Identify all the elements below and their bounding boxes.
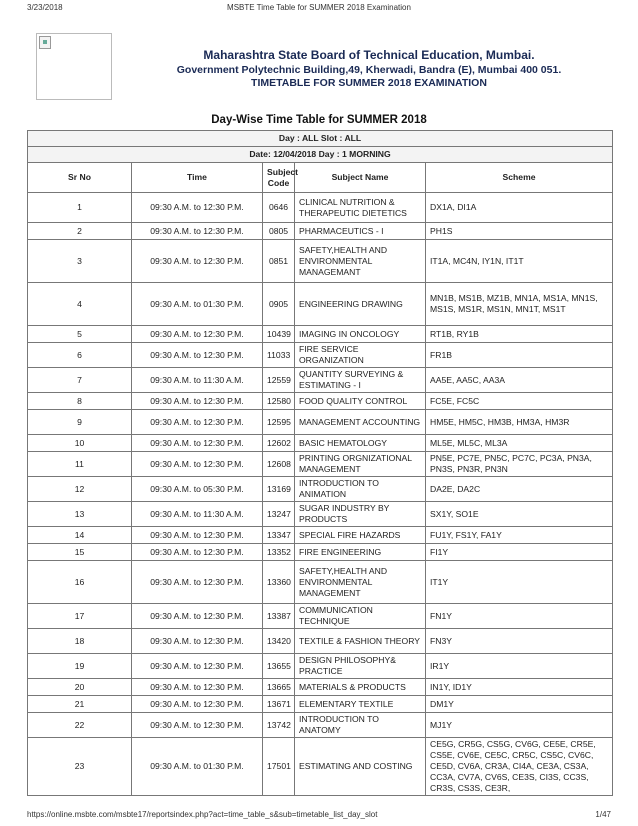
day-slot-label: Day : ALL Slot : ALL — [28, 131, 613, 147]
col-sr-no: Sr No — [28, 163, 132, 193]
cell-subject-name: SUGAR INDUSTRY BY PRODUCTS — [295, 502, 426, 527]
cell-sr-no: 14 — [28, 527, 132, 544]
cell-scheme: SX1Y, SO1E — [426, 502, 613, 527]
cell-subject-code: 13742 — [263, 713, 295, 738]
cell-subject-code: 13352 — [263, 544, 295, 561]
print-date: 3/23/2018 — [27, 3, 63, 12]
cell-scheme: IN1Y, ID1Y — [426, 679, 613, 696]
day-wise-title: Day-Wise Time Table for SUMMER 2018 — [211, 114, 427, 126]
cell-time: 09:30 A.M. to 12:30 P.M. — [132, 713, 263, 738]
col-subject-code: Subject Code — [263, 163, 295, 193]
cell-scheme: HM5E, HM5C, HM3B, HM3A, HM3R — [426, 410, 613, 435]
cell-subject-code: 0805 — [263, 223, 295, 240]
cell-time: 09:30 A.M. to 12:30 P.M. — [132, 326, 263, 343]
cell-scheme: DM1Y — [426, 696, 613, 713]
cell-subject-name: QUANTITY SURVEYING & ESTIMATING - I — [295, 368, 426, 393]
cell-subject-name: BASIC HEMATOLOGY — [295, 435, 426, 452]
cell-subject-name: SAFETY,HEALTH AND ENVIRONMENTAL MANAGEMANT — [295, 240, 426, 283]
print-title: MSBTE Time Table for SUMMER 2018 Examination — [227, 3, 411, 12]
cell-sr-no: 17 — [28, 604, 132, 629]
cell-sr-no: 16 — [28, 561, 132, 604]
cell-subject-name: ENGINEERING DRAWING — [295, 283, 426, 326]
cell-time: 09:30 A.M. to 12:30 P.M. — [132, 240, 263, 283]
cell-scheme: FN1Y — [426, 604, 613, 629]
cell-subject-name: INTRODUCTION TO ANATOMY — [295, 713, 426, 738]
cell-time: 09:30 A.M. to 11:30 A.M. — [132, 502, 263, 527]
cell-scheme: IT1Y — [426, 561, 613, 604]
logo-image — [36, 33, 112, 100]
cell-subject-name: FOOD QUALITY CONTROL — [295, 393, 426, 410]
cell-sr-no: 13 — [28, 502, 132, 527]
table-row — [28, 452, 613, 477]
cell-time: 09:30 A.M. to 11:30 A.M. — [132, 368, 263, 393]
cell-subject-code: 17501 — [263, 738, 295, 796]
org-header — [120, 48, 618, 89]
cell-subject-code: 0905 — [263, 283, 295, 326]
cell-time: 09:30 A.M. to 12:30 P.M. — [132, 654, 263, 679]
cell-scheme: DA2E, DA2C — [426, 477, 613, 502]
cell-time: 09:30 A.M. to 05:30 P.M. — [132, 477, 263, 502]
cell-subject-name: SPECIAL FIRE HAZARDS — [295, 527, 426, 544]
table-row — [28, 223, 613, 240]
print-url: https://online.msbte.com/msbte17/reportsindex.php?act=time_table_s&sub=timetable_list_day_slot — [27, 810, 378, 819]
cell-time: 09:30 A.M. to 12:30 P.M. — [132, 561, 263, 604]
cell-sr-no: 4 — [28, 283, 132, 326]
timetable-table — [27, 130, 613, 796]
cell-time: 09:30 A.M. to 12:30 P.M. — [132, 435, 263, 452]
cell-scheme: IT1A, MC4N, IY1N, IT1T — [426, 240, 613, 283]
table-header-row — [28, 163, 613, 193]
print-header — [27, 3, 611, 15]
cell-subject-code: 12580 — [263, 393, 295, 410]
cell-time: 09:30 A.M. to 12:30 P.M. — [132, 544, 263, 561]
broken-image-icon — [39, 36, 51, 49]
table-row — [28, 477, 613, 502]
banner-day-slot — [28, 131, 613, 147]
table-row — [28, 368, 613, 393]
board-name: Maharashtra State Board of Technical Education, Mumbai. — [203, 48, 535, 62]
board-address: Government Polytechnic Building,49, Kherwadi, Bandra (E), Mumbai 400 051. — [176, 64, 562, 76]
cell-subject-name: CLINICAL NUTRITION & THERAPEUTIC DIETETICS — [295, 193, 426, 223]
cell-subject-name: ESTIMATING AND COSTING — [295, 738, 426, 796]
cell-subject-code: 11033 — [263, 343, 295, 368]
cell-sr-no: 15 — [28, 544, 132, 561]
table-row — [28, 679, 613, 696]
cell-subject-code: 13247 — [263, 502, 295, 527]
cell-subject-name: MANAGEMENT ACCOUNTING — [295, 410, 426, 435]
cell-subject-name: ELEMENTARY TEXTILE — [295, 696, 426, 713]
cell-subject-name: FIRE SERVICE ORGANIZATION — [295, 343, 426, 368]
cell-subject-code: 13420 — [263, 629, 295, 654]
cell-sr-no: 6 — [28, 343, 132, 368]
table-row — [28, 343, 613, 368]
table-row — [28, 393, 613, 410]
cell-time: 09:30 A.M. to 12:30 P.M. — [132, 696, 263, 713]
cell-scheme: FU1Y, FS1Y, FA1Y — [426, 527, 613, 544]
cell-scheme: FC5E, FC5C — [426, 393, 613, 410]
table-row — [28, 629, 613, 654]
table-row — [28, 738, 613, 796]
cell-sr-no: 11 — [28, 452, 132, 477]
col-subject-name: Subject Name — [295, 163, 426, 193]
cell-scheme: IR1Y — [426, 654, 613, 679]
cell-sr-no: 19 — [28, 654, 132, 679]
cell-scheme: PH1S — [426, 223, 613, 240]
cell-sr-no: 3 — [28, 240, 132, 283]
date-label: Date: 12/04/2018 Day : 1 MORNING — [28, 147, 613, 163]
table-row — [28, 654, 613, 679]
cell-time: 09:30 A.M. to 12:30 P.M. — [132, 193, 263, 223]
cell-subject-code: 13671 — [263, 696, 295, 713]
cell-scheme: CE5G, CR5G, CS5G, CV6G, CE5E, CR5E, CS5E, CV6E, CE5C, CR5C, CS5C, CV6C, CE5D, CV6A, CR3A, CI4A, CE3A, CS3A, CC3A, CV7A, CV6S, CE3S, CI3S, CC3S, CR3S, CS3S, CE3R, — [426, 738, 613, 796]
cell-scheme: FR1B — [426, 343, 613, 368]
table-row — [28, 435, 613, 452]
cell-subject-code: 0646 — [263, 193, 295, 223]
cell-time: 09:30 A.M. to 12:30 P.M. — [132, 452, 263, 477]
table-row — [28, 527, 613, 544]
cell-scheme: MN1B, MS1B, MZ1B, MN1A, MS1A, MN1S, MS1S, MS1R, MS1N, MN1T, MS1T — [426, 283, 613, 326]
table-row — [28, 326, 613, 343]
cell-sr-no: 1 — [28, 193, 132, 223]
cell-subject-name: DESIGN PHILOSOPHY& PRACTICE — [295, 654, 426, 679]
cell-scheme: PN5E, PC7E, PN5C, PC7C, PC3A, PN3A, PN3S, PN3R, PN3N — [426, 452, 613, 477]
table-row — [28, 502, 613, 527]
table-row — [28, 240, 613, 283]
cell-sr-no: 20 — [28, 679, 132, 696]
cell-sr-no: 10 — [28, 435, 132, 452]
cell-sr-no: 18 — [28, 629, 132, 654]
cell-subject-code: 12608 — [263, 452, 295, 477]
cell-scheme: AA5E, AA5C, AA3A — [426, 368, 613, 393]
page-number: 1/47 — [595, 810, 611, 819]
cell-subject-name: IMAGING IN ONCOLOGY — [295, 326, 426, 343]
cell-time: 09:30 A.M. to 12:30 P.M. — [132, 393, 263, 410]
cell-sr-no: 5 — [28, 326, 132, 343]
cell-subject-code: 0851 — [263, 240, 295, 283]
cell-time: 09:30 A.M. to 12:30 P.M. — [132, 604, 263, 629]
cell-time: 09:30 A.M. to 12:30 P.M. — [132, 527, 263, 544]
cell-subject-name: INTRODUCTION TO ANIMATION — [295, 477, 426, 502]
cell-subject-name: COMMUNICATION TECHNIQUE — [295, 604, 426, 629]
cell-time: 09:30 A.M. to 01:30 P.M. — [132, 738, 263, 796]
cell-scheme: RT1B, RY1B — [426, 326, 613, 343]
cell-subject-code: 13655 — [263, 654, 295, 679]
cell-scheme: DX1A, DI1A — [426, 193, 613, 223]
cell-subject-name: TEXTILE & FASHION THEORY — [295, 629, 426, 654]
banner-date — [28, 147, 613, 163]
table-row — [28, 410, 613, 435]
cell-subject-code: 13169 — [263, 477, 295, 502]
cell-sr-no: 12 — [28, 477, 132, 502]
cell-time: 09:30 A.M. to 12:30 P.M. — [132, 679, 263, 696]
cell-subject-name: FIRE ENGINEERING — [295, 544, 426, 561]
cell-subject-code: 13387 — [263, 604, 295, 629]
cell-scheme: FI1Y — [426, 544, 613, 561]
cell-scheme: MJ1Y — [426, 713, 613, 738]
cell-time: 09:30 A.M. to 12:30 P.M. — [132, 410, 263, 435]
col-scheme: Scheme — [426, 163, 613, 193]
cell-subject-code: 13665 — [263, 679, 295, 696]
cell-sr-no: 22 — [28, 713, 132, 738]
cell-subject-code: 13347 — [263, 527, 295, 544]
cell-sr-no: 2 — [28, 223, 132, 240]
table-row — [28, 193, 613, 223]
cell-subject-code: 10439 — [263, 326, 295, 343]
table-row — [28, 713, 613, 738]
cell-scheme: ML5E, ML5C, ML3A — [426, 435, 613, 452]
table-row — [28, 561, 613, 604]
cell-sr-no: 9 — [28, 410, 132, 435]
cell-subject-code: 12559 — [263, 368, 295, 393]
print-footer — [27, 810, 611, 822]
cell-time: 09:30 A.M. to 12:30 P.M. — [132, 629, 263, 654]
cell-subject-code: 12602 — [263, 435, 295, 452]
timetable-title: TIMETABLE FOR SUMMER 2018 EXAMINATION — [251, 77, 487, 89]
table-row — [28, 604, 613, 629]
cell-time: 09:30 A.M. to 12:30 P.M. — [132, 223, 263, 240]
cell-subject-name: PRINTING ORGNIZATIONAL MANAGEMENT — [295, 452, 426, 477]
cell-sr-no: 8 — [28, 393, 132, 410]
cell-sr-no: 21 — [28, 696, 132, 713]
cell-subject-name: MATERIALS & PRODUCTS — [295, 679, 426, 696]
table-row — [28, 283, 613, 326]
cell-subject-name: SAFETY,HEALTH AND ENVIRONMENTAL MANAGEMENT — [295, 561, 426, 604]
col-time: Time — [132, 163, 263, 193]
cell-scheme: FN3Y — [426, 629, 613, 654]
cell-time: 09:30 A.M. to 01:30 P.M. — [132, 283, 263, 326]
cell-subject-code: 12595 — [263, 410, 295, 435]
cell-subject-code: 13360 — [263, 561, 295, 604]
cell-sr-no: 23 — [28, 738, 132, 796]
cell-time: 09:30 A.M. to 12:30 P.M. — [132, 343, 263, 368]
cell-sr-no: 7 — [28, 368, 132, 393]
table-row — [28, 544, 613, 561]
cell-subject-name: PHARMACEUTICS - I — [295, 223, 426, 240]
table-row — [28, 696, 613, 713]
